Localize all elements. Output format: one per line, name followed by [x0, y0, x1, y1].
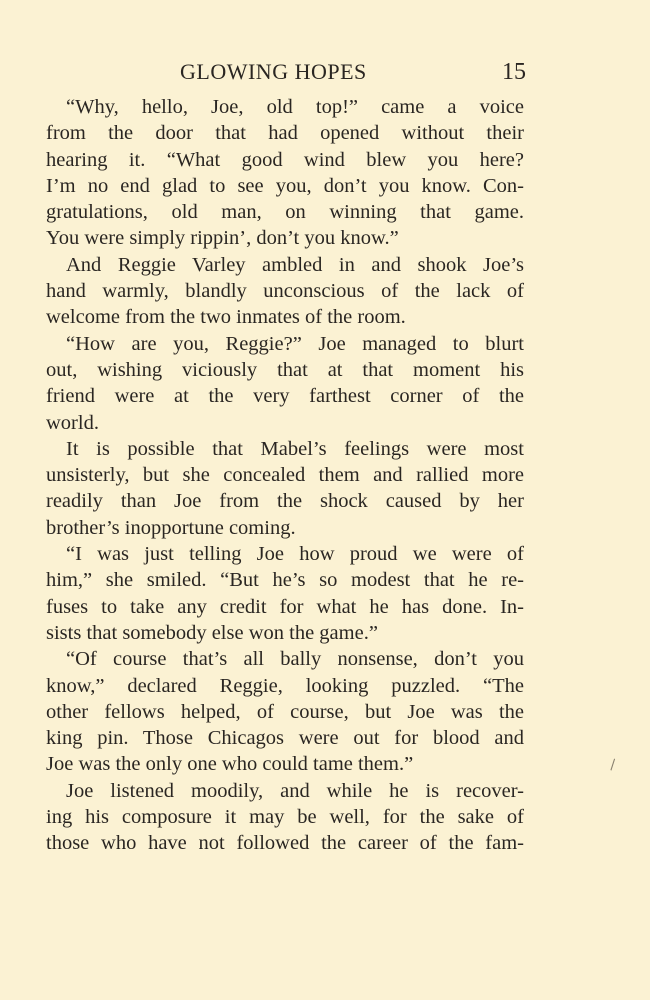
- text-line: him,” she smiled. “But he’s so modest that he re-: [46, 569, 524, 592]
- text-line: readily than Joe from the shock caused by her: [46, 490, 524, 513]
- text-line: It is possible that Mabel’s feelings were most: [66, 437, 524, 460]
- text-line: brother’s inopportune coming.: [46, 516, 296, 539]
- page-number: 15: [502, 59, 526, 85]
- page-header: [46, 58, 526, 86]
- text-line: “Of course that’s all bally nonsense, don’t you: [66, 648, 524, 671]
- text-line: You were simply rippin’, don’t you know.”: [46, 227, 399, 250]
- body-text: [46, 94, 524, 857]
- text-line: unsisterly, but she concealed them and rallied more: [46, 464, 524, 487]
- text-line: know,” declared Reggie, looking puzzled. “The: [46, 674, 524, 697]
- text-line: king pin. Those Chicagos were out for blood and: [46, 727, 524, 750]
- text-line: ing his composure it may be well, for the sake of: [46, 806, 524, 829]
- text-line: world.: [46, 411, 99, 434]
- text-line: friend were at the very farthest corner of the: [46, 385, 524, 408]
- text-line: gratulations, old man, on winning that game.: [46, 201, 524, 224]
- text-line: And Reggie Varley ambled in and shook Joe’s: [66, 253, 524, 276]
- text-line: hand warmly, blandly unconscious of the lack of: [46, 280, 524, 303]
- text-line: other fellows helped, of course, but Joe was the: [46, 700, 524, 723]
- running-title: GLOWING HOPES: [180, 59, 367, 84]
- text-line: sists that somebody else won the game.”: [46, 621, 378, 644]
- text-line: out, wishing viciously that at that moment his: [46, 358, 524, 381]
- text-line: those who have not followed the career of the fam-: [46, 832, 524, 855]
- text-line: Joe was the only one who could tame them.”: [46, 753, 414, 776]
- text-line: “I was just telling Joe how proud we were of: [66, 543, 524, 566]
- text-line: hearing it. “What good wind blew you here?: [46, 148, 524, 171]
- stray-mark: ∖: [603, 756, 620, 775]
- text-line: I’m no end glad to see you, don’t you know. Con-: [46, 174, 524, 197]
- text-line: Joe listened moodily, and while he is recover-: [66, 779, 524, 802]
- text-line: “Why, hello, Joe, old top!” came a voice: [66, 96, 524, 118]
- text-line: fuses to take any credit for what he has done. In-: [46, 595, 524, 618]
- text-line: welcome from the two inmates of the room.: [46, 306, 406, 329]
- text-line: “How are you, Reggie?” Joe managed to blurt: [66, 332, 524, 355]
- text-line: from the door that had opened without their: [46, 122, 524, 145]
